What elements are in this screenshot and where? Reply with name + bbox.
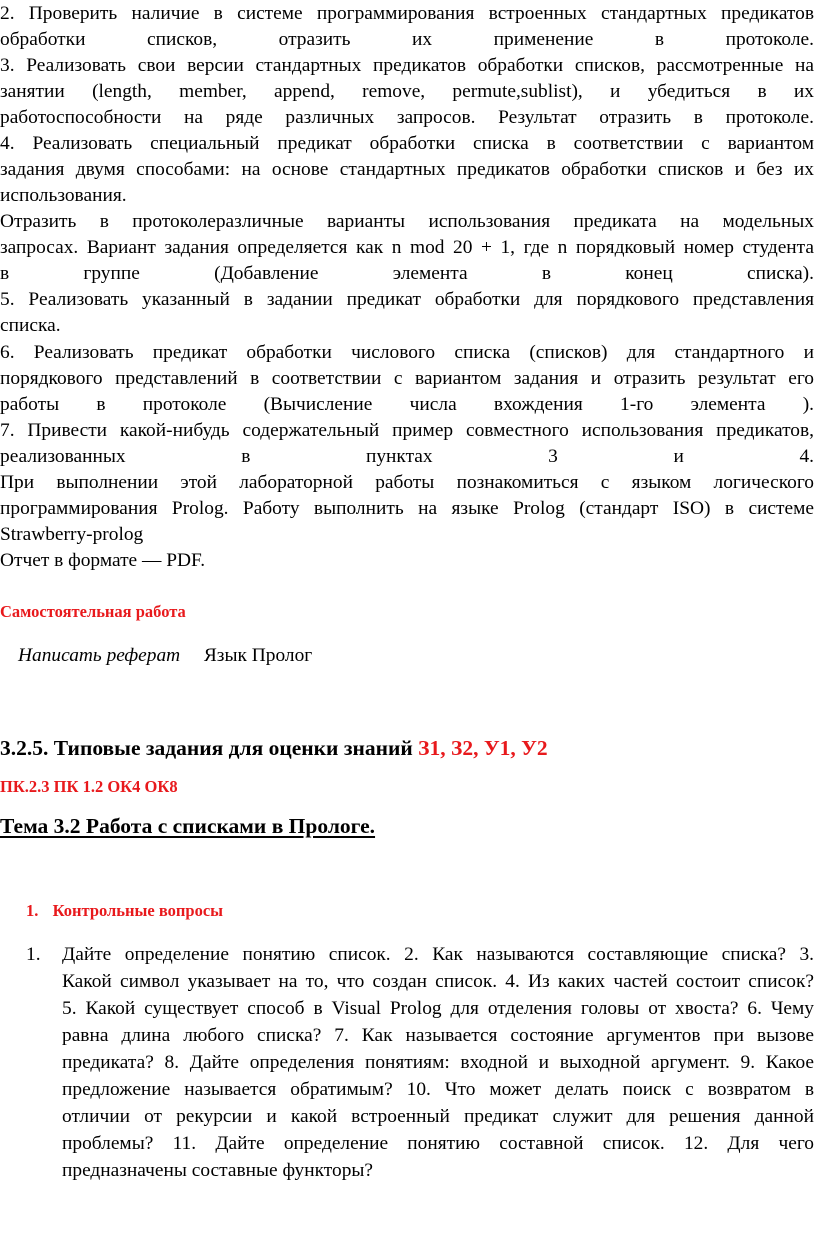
control-questions-title: Контрольные вопросы: [52, 901, 224, 920]
task-line: в группе (Добавление элемента в конец списка).: [0, 263, 814, 284]
task-line: Отразить в протоколеразличные варианты использования предиката на модельных: [0, 211, 814, 232]
task-line: запросах. Вариант задания определяется как n mod 20 + 1, где n порядковый номер студента: [0, 237, 814, 258]
task-line: 2. Проверить наличие в системе программирования встроенных стандартных предикатов: [0, 3, 814, 24]
question-line: отличии от рекурсии и какой встроенный предикат служит для решения данной: [62, 1106, 814, 1127]
question-line: Дайте определение понятию список. 2. Как называются составляющие списка? 3.: [62, 944, 814, 965]
task-line: использования.: [0, 185, 127, 206]
task-line: занятии (length, member, append, remove, permute,sublist), и убедиться в их: [0, 81, 814, 102]
task-line: задания двумя способами: на основе стандартных предикатов обработки списков и без их: [0, 159, 814, 180]
task-line: обработки списков, отразить их применение в протоколе.: [0, 29, 814, 50]
task-line: Strawberry-prolog: [0, 524, 144, 545]
task-line: 6. Реализовать предикат обработки числового списка (списков) для стандартного и: [0, 342, 814, 363]
topic-title-text: Тема 3.2 Работа с списками в Прологе.: [0, 814, 376, 838]
section-number-title: 3.2.5. Типовые задания для оценки знаний: [0, 736, 413, 760]
topic-title: [0, 814, 814, 838]
task-line: программирования Prolog. Работу выполнить на языке Prolog (стандарт ISO) в системе: [0, 498, 814, 519]
question-line: Какой символ указывает на то, что создан список. 4. Из каких частей состоит список?: [62, 971, 814, 992]
task-line: 3. Реализовать свои версии стандартных предикатов обработки списков, рассмотренные на: [0, 55, 814, 76]
task-line: работы в протоколе (Вычисление числа вхождения 1-го элемента ).: [0, 394, 814, 415]
question-line: предназначены составные функторы?: [62, 1160, 374, 1181]
task-line: работоспособности на ряде различных запросов. Результат отразить в протоколе.: [0, 107, 814, 128]
competencies: ПК.2.3 ПК 1.2 ОК4 ОК8: [0, 777, 178, 796]
question-line: равна длина любого списка? 7. Как называется состояние аргументов при вызове: [62, 1025, 814, 1046]
control-questions-number: 1.: [26, 901, 39, 920]
task-line: 7. Привести какой-нибудь содержательный пример совместного использования предикатов,: [0, 420, 814, 441]
task-label: Написать реферат: [18, 645, 181, 666]
task-line: Отчет в формате — PDF.: [0, 550, 206, 571]
list-item-number: 1.: [26, 944, 41, 965]
question-line: предиката? 8. Дайте определения понятиям: входной и выходной аргумент. 9. Какое: [62, 1052, 814, 1073]
control-questions-heading: [26, 899, 526, 923]
question-line: предложение называется обратимым? 10. Что может делать поиск с возвратом в: [62, 1079, 814, 1100]
task-topic: Язык Пролог: [203, 645, 313, 666]
question-line: проблемы? 11. Дайте определение понятию составной список. 12. Для чего: [62, 1133, 814, 1154]
task-line: реализованных в пунктах 3 и 4.: [0, 446, 814, 467]
task-line: списка.: [0, 315, 61, 336]
independent-work-task: [18, 644, 618, 668]
independent-work-heading: Самостоятельная работа: [0, 602, 186, 621]
task-line: порядкового представлений в соответствии с вариантом задания и отразить результат его: [0, 368, 814, 389]
task-line: 5. Реализовать указанный в задании предикат обработки для порядкового представления: [0, 289, 814, 310]
question-line: 5. Какой существует способ в Visual Prolog для отделения головы от хвоста? 6. Чему: [62, 998, 814, 1019]
section-codes: З1, З2, У1, У2: [418, 736, 548, 760]
task-line: 4. Реализовать специальный предикат обработки списка в соответствии с вариантом: [0, 133, 814, 154]
task-line: При выполнении этой лабораторной работы познакомиться с языком логического: [0, 472, 814, 493]
section-title: [0, 736, 814, 760]
